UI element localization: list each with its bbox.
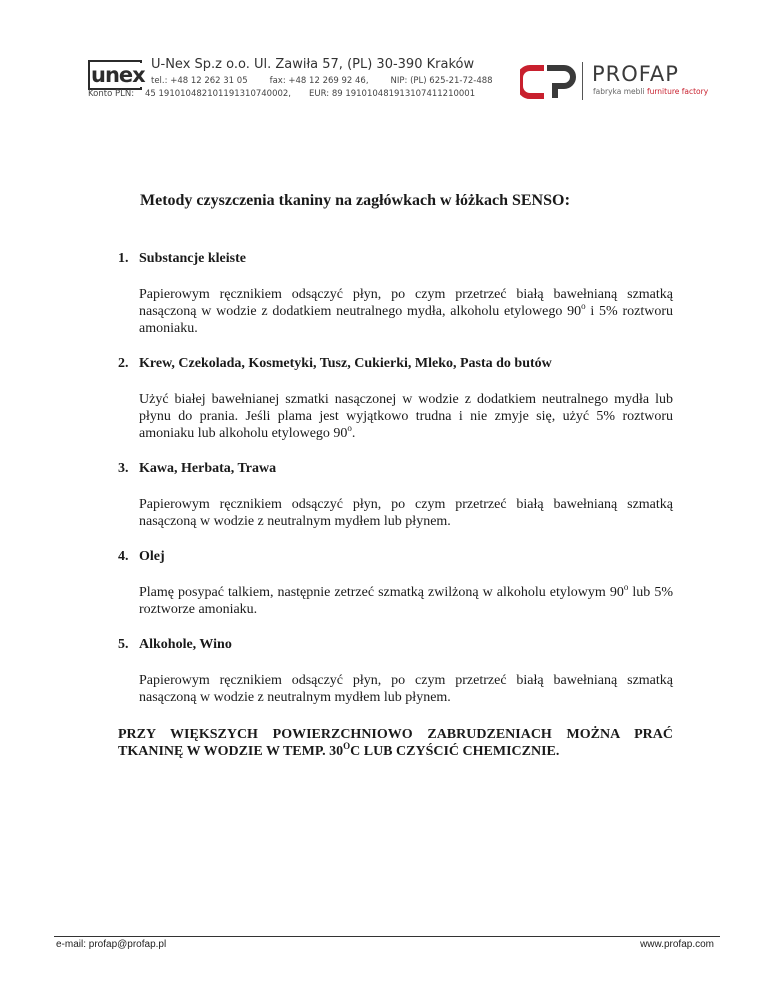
item-text: Papierowym ręcznikiem odsączyć płyn, po czym przetrzeć białą bawełnianą szmatką nasączoną w wodzie z dodatkiem neutralnego mydła, alkoholu etylowego 90$^o$ i 5% roztworu amoniaku. xyxy=(139,287,673,336)
list-item xyxy=(118,637,673,706)
list-item xyxy=(118,251,673,337)
item-text: Papierowym ręcznikiem odsączyć płyn, po czym przetrzeć białą bawełnianą szmatką nasączoną w wodzie z neutralnym mydłem lub płynem. xyxy=(139,497,673,529)
account-line xyxy=(88,89,475,99)
list-item xyxy=(118,461,673,530)
item-heading: Alkohole, Wino xyxy=(139,637,232,652)
list-item xyxy=(118,549,673,618)
document-title: Metody czyszczenia tkaniny na zagłówkach w łóżkach SENSO: xyxy=(140,190,571,209)
item-number: 4. xyxy=(118,549,129,564)
item-heading: Krew, Czekolada, Kosmetyki, Tusz, Cukierki, Mleko, Pasta do butów xyxy=(139,356,552,371)
washing-notice: PRZY WIĘKSZYCH POWIERZCHNIOWO ZABRUDZENIACH MOŻNA PRAĆ TKANINĘ W WODZIE W TEMP. $30^OC$ LUB CZYŚCIĆ CHEMICZNIE. xyxy=(118,727,673,759)
nip-number: NIP: (PL) 625-21-72-488 xyxy=(390,76,493,86)
cleaning-methods-list xyxy=(118,251,673,725)
account-label: Konto PLN: xyxy=(88,89,135,99)
item-number: 3. xyxy=(118,461,129,476)
company-address: U-Nex Sp.z o.o. Ul. Zawiła 57, (PL) 30-390 Kraków xyxy=(151,57,475,72)
profap-tagline: fabryka mebli furniture factory xyxy=(593,87,709,96)
profap-name: PROFAP xyxy=(592,62,679,86)
item-text: Papierowym ręcznikiem odsączyć płyn, po czym przetrzeć białą bawełnianą szmatką nasączoną w wodzie z neutralnym mydłem lub płynem. xyxy=(139,673,673,705)
footer-email: e-mail: profap@profap.pl xyxy=(56,939,167,950)
account-eur: EUR: 89 191010481913107411210001 xyxy=(309,89,476,99)
item-text: Plamę posypać talkiem, następnie zetrzeć szmatką zwilżoną w alkoholu etylowym 90$^o$ lub 5% roztworze amoniaku. xyxy=(139,582,673,617)
item-number: 5. xyxy=(118,637,129,652)
letterhead xyxy=(82,50,722,110)
list-item xyxy=(118,356,673,442)
unex-logo: unex xyxy=(88,60,142,90)
item-number: 1. xyxy=(118,251,129,266)
item-text: Użyć białej bawełnianej szmatki nasączonej w wodzie z dodatkiem neutralnego mydła lub płynu do prania. Jeśli plama jest wyjątkowo trudna i nie zmyje się, użyć 5% roztworu amoniaku lub alkoholu etylowego 90$^o$. xyxy=(139,392,673,441)
profap-mark-icon xyxy=(520,64,576,100)
item-heading: Olej xyxy=(139,549,165,564)
contact-line xyxy=(151,76,515,86)
footer-divider xyxy=(54,936,720,937)
phone-number: tel.: +48 12 262 31 05 xyxy=(151,76,248,86)
item-heading: Substancje kleiste xyxy=(139,251,246,266)
footer-website: www.profap.com xyxy=(640,939,714,950)
account-pln: 45 191010482101191310740002, xyxy=(145,89,292,99)
profap-logo xyxy=(520,62,720,102)
item-number: 2. xyxy=(118,356,129,371)
item-heading: Kawa, Herbata, Trawa xyxy=(139,461,277,476)
logo-divider xyxy=(582,62,583,100)
fax-number: fax: +48 12 269 92 46, xyxy=(269,76,369,86)
